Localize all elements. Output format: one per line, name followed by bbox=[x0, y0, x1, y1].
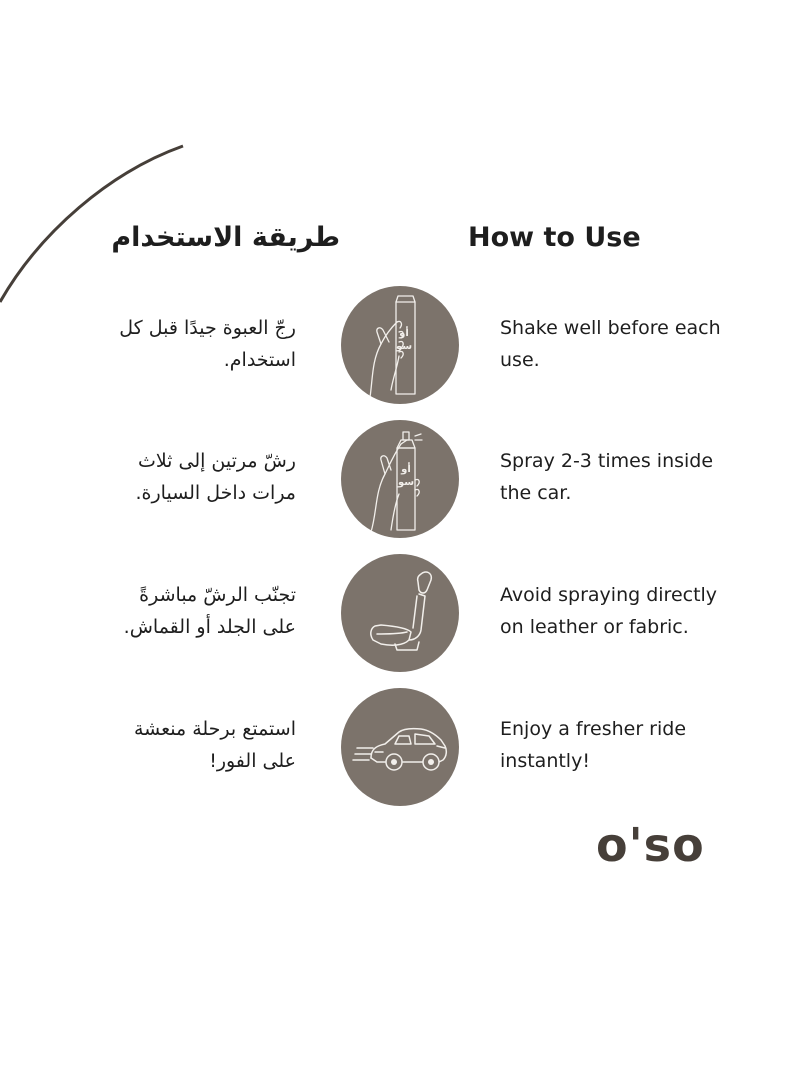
step-1-english-line-2: use. bbox=[500, 349, 540, 371]
step-1-arabic-text bbox=[60, 312, 296, 376]
step-3-arabic-line-1: تجنّب الرشّ مباشرةً bbox=[139, 584, 296, 606]
bottle-label-line-1: أو bbox=[399, 328, 409, 339]
step-3-arabic-text bbox=[60, 579, 296, 643]
step-3-english-line-2: on leather or fabric. bbox=[500, 616, 689, 638]
step-4-english-line-1: Enjoy a fresher ride bbox=[500, 718, 687, 740]
car-icon bbox=[341, 688, 459, 806]
step-4-icon-circle bbox=[341, 688, 459, 806]
step-4-english-text bbox=[500, 713, 740, 777]
step-1-icon-circle bbox=[341, 286, 459, 404]
oso-logo: o'so bbox=[596, 818, 705, 872]
step-4-arabic-line-1: استمتع برحلة منعشة bbox=[133, 718, 296, 740]
hand-spraying-bottle-icon bbox=[341, 420, 459, 538]
bottle-label-line-2: سو bbox=[397, 477, 415, 488]
step-1-english-line-1: Shake well before each bbox=[500, 317, 721, 339]
step-2-arabic-line-2: مرات داخل السيارة. bbox=[135, 482, 296, 504]
heading-arabic: طريقة الاستخدام bbox=[111, 222, 340, 253]
bottle-label-line-1: أو bbox=[401, 464, 411, 475]
step-4-english-line-2: instantly! bbox=[500, 750, 590, 772]
step-2-english-text bbox=[500, 445, 740, 509]
hand-holding-bottle-icon bbox=[341, 286, 459, 404]
car-seat-icon bbox=[341, 554, 459, 672]
step-4-arabic-line-2: على الفور! bbox=[209, 750, 296, 772]
step-2-english-line-2: the car. bbox=[500, 482, 572, 504]
step-2-arabic-text bbox=[60, 445, 296, 509]
heading-english: How to Use bbox=[468, 222, 641, 253]
step-3-english-line-1: Avoid spraying directly bbox=[500, 584, 718, 606]
step-3-english-text bbox=[500, 579, 740, 643]
step-3-icon-circle bbox=[341, 554, 459, 672]
step-2-arabic-line-1: رشّ مرتين إلى ثلاث bbox=[137, 450, 296, 472]
step-1-arabic-line-2: استخدام. bbox=[223, 349, 296, 371]
step-2-english-line-1: Spray 2-3 times inside bbox=[500, 450, 714, 472]
step-1-arabic-line-1: رجّ العبوة جيدًا قبل كل bbox=[119, 317, 296, 339]
step-4-arabic-text bbox=[60, 713, 296, 777]
step-1-english-text bbox=[500, 312, 740, 376]
bottle-label-line-2: سو bbox=[395, 341, 413, 352]
step-3-arabic-line-2: على الجلد أو القماش. bbox=[123, 616, 296, 638]
step-2-icon-circle bbox=[341, 420, 459, 538]
